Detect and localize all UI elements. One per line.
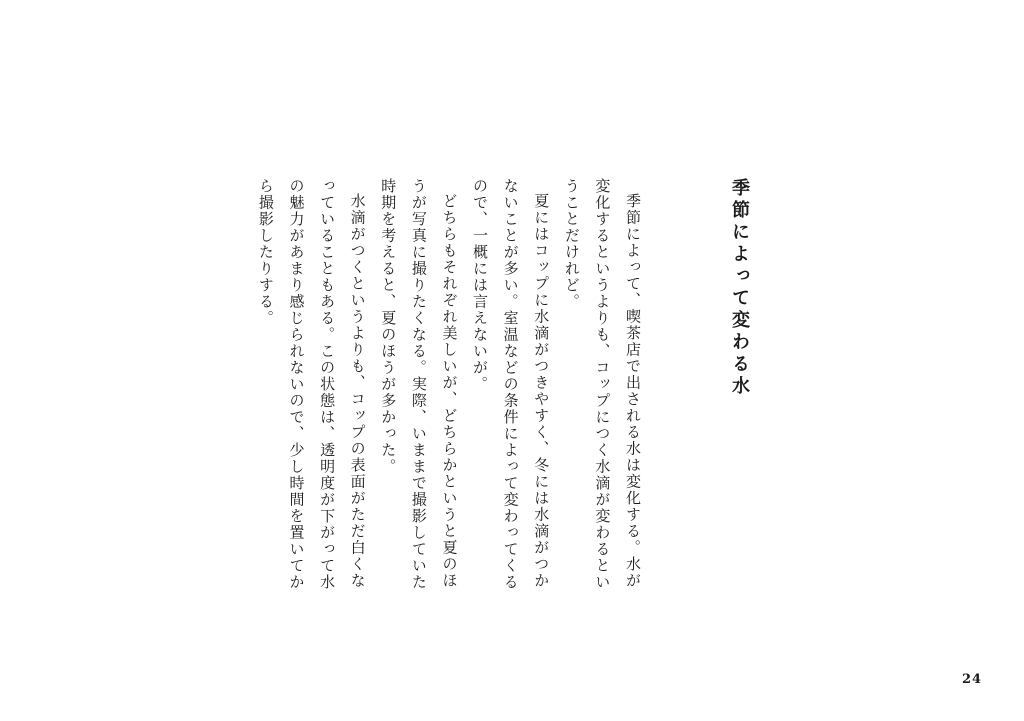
chapter-title: 季節によって変わる水 [729,178,750,398]
paragraph-2: 夏にはコップに水滴がつきやすく、冬には水滴がつかないことが多い。室温などの条件によって変わってくるので、一概には言えないが。 [471,178,551,591]
page-number: 24 [962,672,983,687]
paragraph-3: どちらもそれぞれ美しいが、どちらかというと夏のほうが写真に撮りたくなる。実際、いままで撮影していた時期を考えると、夏のほうが多かった。 [379,178,459,591]
paragraph-1: 季節によって、喫茶店で出される水は変化する。水が変化するというよりも、コップにつく水滴が変わるということだけれど。 [562,178,642,591]
body-text [256,178,648,598]
paragraph-4: 水滴がつくというよりも、コップの表面がただ白くなっていることもある。この状態は、透明度が下がって水の魅力があまり感じられないので、少し時間を置いてから撮影したりする。 [256,178,367,591]
